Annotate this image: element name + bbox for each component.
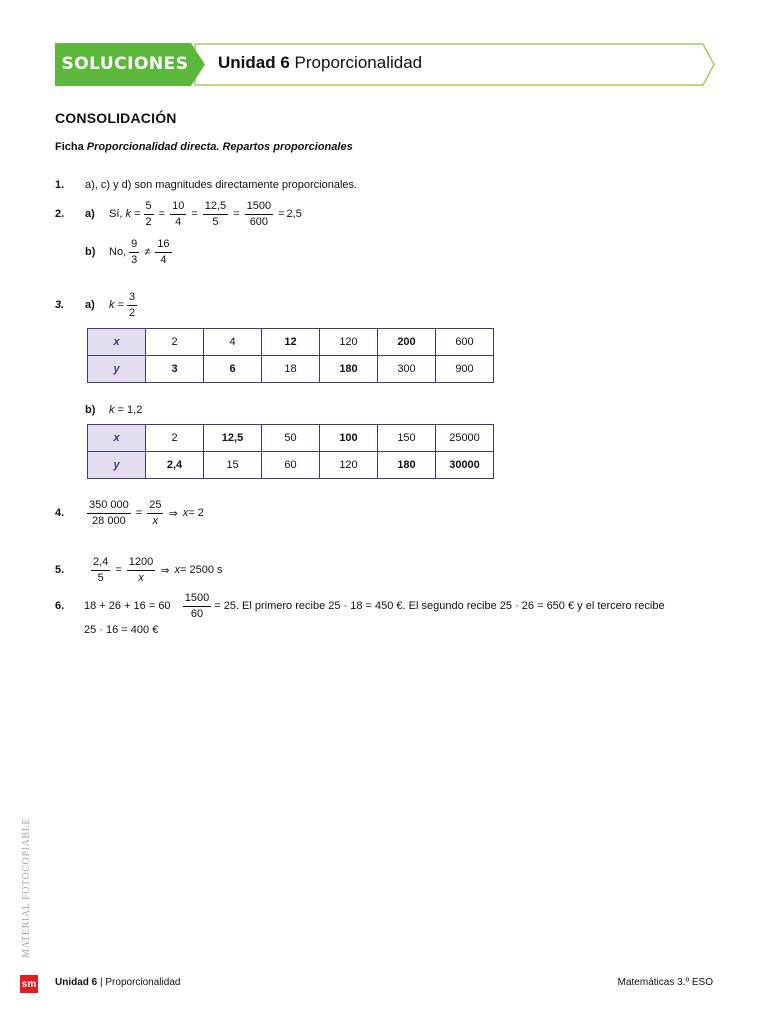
question-number: 6. (55, 600, 65, 612)
table-cell: 180 (320, 356, 378, 383)
table-cell: 2,4 (146, 452, 204, 479)
table-cell: 120 (320, 329, 378, 356)
table-header-cell: y (88, 356, 146, 383)
table-cell: 60 (262, 452, 320, 479)
table-header-cell: x (88, 425, 146, 452)
table-row (88, 356, 494, 383)
inequality: No, $\frac{9}{3}$ ≠ $\frac{16}{4}$ (109, 237, 170, 266)
table-cell: 900 (436, 356, 494, 383)
table-header-cell: x (88, 329, 146, 356)
table-cell: 15 (204, 452, 262, 479)
table-cell: 180 (378, 452, 436, 479)
table-cell: 200 (378, 329, 436, 356)
table-cell: 4 (204, 329, 262, 356)
table-cell: 12 (262, 329, 320, 356)
proportion-equation: $\frac{350 000}{28 000}$ = $\frac{25}{x}$ ⇒ x = 2 (89, 498, 204, 527)
footer-course: Matemáticas 3.º ESO (617, 977, 713, 988)
table-cell: 3 (146, 356, 204, 383)
question-number: 5. (55, 564, 65, 576)
side-note: MATERIAL FOTOCOPIABLE (21, 817, 32, 958)
table-row (88, 425, 494, 452)
ratio-equation: Sí, k = $\frac{5}{2}$ = $\frac{10}{4}$ = $\frac{12,5}{5}$ = $\frac{1500}{600}$ = 2,5 (109, 199, 302, 228)
table-cell: 120 (320, 452, 378, 479)
header-banner (55, 43, 715, 86)
distribution-result: 25 · 16 = 400 € (84, 624, 159, 636)
section-title: CONSOLIDACIÓN (55, 110, 177, 126)
part-label: b) (85, 246, 96, 258)
table-cell: 100 (320, 425, 378, 452)
table-cell: 150 (378, 425, 436, 452)
table-row (88, 329, 494, 356)
soluciones-badge: SOLUCIONES (61, 54, 189, 74)
footer-unit: Unidad 6 | Proporcionalidad (55, 977, 181, 988)
question-number: 1. (55, 179, 65, 191)
answer-text: a), c) y d) son magnitudes directamente proporcionales. (85, 179, 358, 191)
table-cell: 12,5 (204, 425, 262, 452)
table-cell: 600 (436, 329, 494, 356)
distribution-equation: 18 + 26 + 16 = 60 $\frac{1500}{60}$ = 25 . El primero recibe 25 · 18 = 450 €. El segundo recibe 25 · 26 = 650 € y el tercero recibe (84, 591, 665, 620)
k-value: k = $\frac{3}{2}$ (109, 290, 136, 319)
proportion-table-b (87, 424, 494, 479)
table-cell: 6 (204, 356, 262, 383)
table-cell: 300 (378, 356, 436, 383)
part-label: a) (85, 299, 95, 311)
question-number: 4. (55, 507, 65, 519)
table-cell: 2 (146, 425, 204, 452)
table-cell: 50 (262, 425, 320, 452)
unit-title: Unidad 6 Proporcionalidad (218, 53, 423, 72)
table-cell: 18 (262, 356, 320, 383)
table-header-cell: y (88, 452, 146, 479)
table-cell: 25000 (436, 425, 494, 452)
table-row (88, 452, 494, 479)
part-label: b) (85, 404, 96, 416)
question-number: 2. (55, 208, 65, 220)
k-value: k = 1,2 (109, 404, 143, 416)
table-cell: 2 (146, 329, 204, 356)
question-number: 3. (55, 299, 65, 311)
proportion-table-a (87, 328, 494, 383)
ficha-title: Ficha Proporcionalidad directa. Repartos proporcionales (55, 141, 353, 153)
part-label: a) (85, 208, 95, 220)
proportion-equation: $\frac{2,4}{5}$ = $\frac{1200}{x}$ ⇒ x = 2500 s (93, 555, 223, 584)
publisher-logo: sm (20, 975, 38, 993)
table-cell: 30000 (436, 452, 494, 479)
